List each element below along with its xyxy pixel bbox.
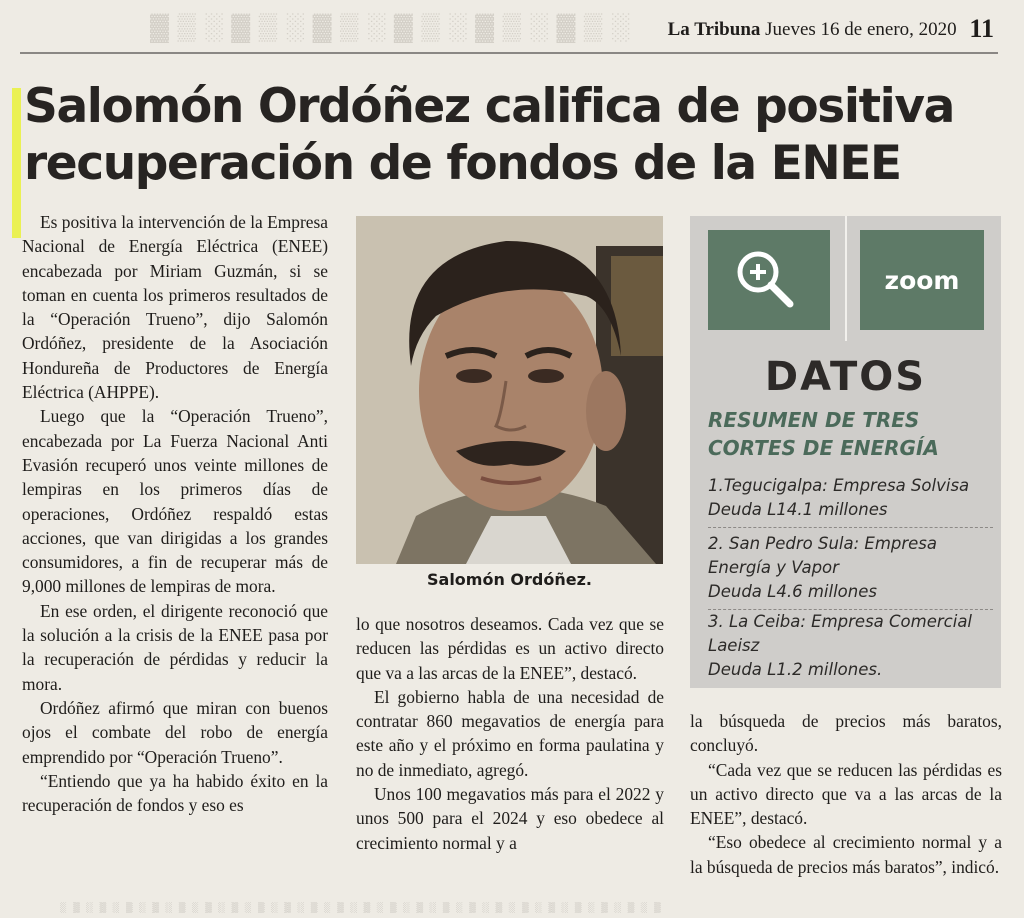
item-entity-cont: Laeisz: [708, 636, 760, 655]
masthead: [0, 8, 1000, 48]
paragraph: Luego que la “Operación Trueno”, encabezada por La Fuerza Nacional Anti Evasión recuperó unos veinte millones de lempiras en los primeros días de operaciones, Ordóñez respaldó estas acciones, que van dirigidas a los grandes consumidores, a fin de recuperar más de 9,000 millones de lempiras de mora.: [22, 406, 328, 597]
paragraph: En ese orden, el dirigente reconoció que la solución a la crisis de la ENEE pasa por la recuperación de pérdidas y reducir la mora.: [22, 600, 328, 694]
item-entity-cont: Energía y Vapor: [708, 558, 839, 577]
sidebar-divider: [845, 216, 847, 341]
item-separator: [708, 527, 993, 528]
subtitle-line-2: CORTES DE ENERGÍA: [708, 436, 939, 460]
article-column-1: [22, 210, 328, 817]
sidebar-title: DATOS: [764, 354, 927, 400]
photo-caption: Salomón Ordóñez.: [427, 570, 592, 589]
paragraph: El gobierno habla de una necesidad de contratar 860 megavatios de energía para este año y el próximo en forma paulatina y no de inmediato, agregó.: [356, 686, 664, 780]
paragraph: lo que nosotros deseamos. Cada vez que se reducen las pérdidas es un activo directo que va a las arcas de la ENEE”, destacó.: [356, 614, 664, 683]
energy-cut-item: [708, 610, 993, 682]
paragraph: Ordóñez afirmó que miran con buenos ojos el combate del robo de energía emprendido por “Operación Trueno”.: [22, 697, 328, 767]
paragraph: “Entiendo que ya ha habido éxito en la recuperación de fondos y eso es: [22, 770, 328, 816]
newspaper-name: La Tribuna: [667, 19, 761, 40]
paragraph: la búsqueda de precios más baratos, concluyó.: [690, 711, 1002, 756]
magnifier-plus-icon: [708, 230, 830, 330]
highlighter-mark: [12, 88, 21, 238]
energy-cut-item: [708, 532, 993, 604]
paragraph: “Eso obedece al crecimiento normal y a la búsqueda de precios más baratos”, indicó.: [690, 832, 1002, 877]
article-column-2: [356, 612, 664, 855]
page-number: 11: [969, 14, 994, 43]
zoom-label: zoom: [884, 266, 960, 295]
headline: [24, 78, 1014, 192]
paragraph: “Cada vez que se reducen las pérdidas es un activo directo que va a las arcas de la ENEE”, destacó.: [690, 759, 1002, 829]
headline-line-2: recuperación de fondos de la ENEE: [24, 136, 901, 191]
headline-line-1: Salomón Ordóñez califica de positiva: [24, 79, 954, 134]
zoom-button[interactable]: [860, 230, 984, 330]
subtitle-line-1: RESUMEN DE TRES: [708, 408, 920, 432]
masthead-info: [668, 14, 994, 44]
item-entity: 1.Tegucigalpa: Empresa Solvisa: [708, 476, 970, 495]
article-column-3: [690, 709, 1002, 879]
item-debt: Deuda L1.2 millones.: [708, 660, 883, 679]
datos-sidebar: [690, 216, 1001, 688]
bleed-through-text: ▓ ▒ ░ ▓ ▒ ░ ▓ ▒ ░ ▓ ▒ ░ ▓ ▒ ░ ▓ ▒ ░: [150, 12, 631, 41]
zoom-magnifier-button[interactable]: [708, 230, 830, 330]
paragraph: Unos 100 megavatios más para el 2022 y unos 500 para el 2024 y eso obedece al crecimiento normal y a: [356, 784, 664, 853]
item-debt: Deuda L14.1 millones: [708, 500, 888, 519]
bleed-through-footer: ░ ▒ ░ ▒ ░ ▒ ░ ▒ ░ ▒ ░ ▒ ░ ▒ ░ ▒ ░ ▒ ░ ▒ ░ ▒ ░ ▒ ░ ▒ ░ ▒ ░ ▒ ░ ▒ ░ ▒ ░ ▒ ░ ▒ ░ ▒ ░ ▒ ░ ▒ ░ ▒: [60, 902, 661, 914]
item-entity: 2. San Pedro Sula: Empresa: [708, 534, 938, 553]
portrait-photo: [356, 216, 663, 564]
paragraph: Es positiva la intervención de la Empresa Nacional de Energía Eléctrica (ENEE) encabezada por Miriam Guzmán, si se toman en cuenta los primeros resultados de la “Operación Trueno”, dijo Salomón Ordóñez, presidente de la Asociación Hondureña de Productores de Energía Eléctrica (AHPPE).: [22, 212, 328, 403]
item-entity: 3. La Ceiba: Empresa Comercial: [708, 612, 973, 631]
masthead-rule: [20, 52, 998, 54]
energy-cut-item: [708, 474, 993, 522]
sidebar-subtitle: [708, 406, 988, 462]
issue-date: Jueves 16 de enero, 2020: [765, 19, 957, 40]
item-debt: Deuda L4.6 millones: [708, 582, 877, 601]
